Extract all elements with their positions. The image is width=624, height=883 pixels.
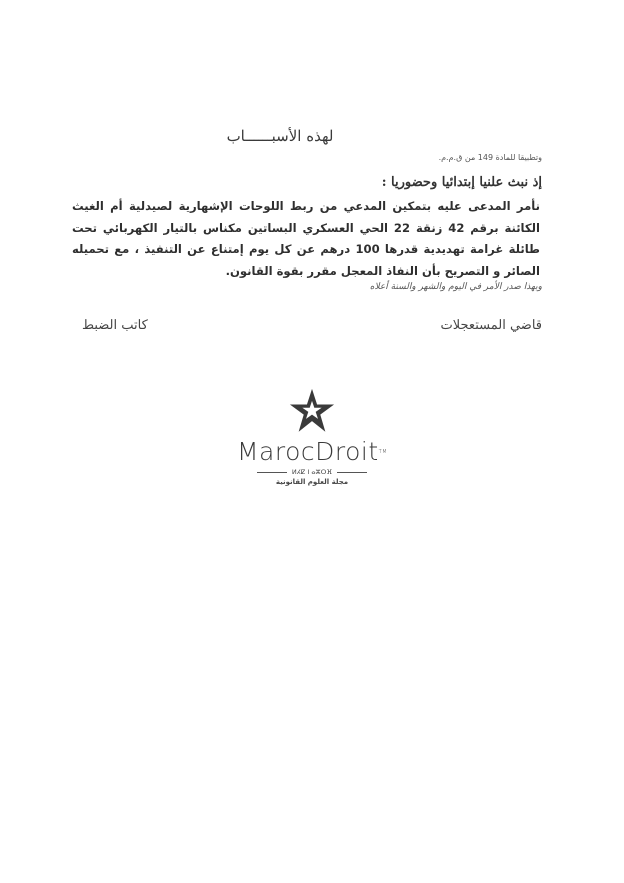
logo-tifinagh-line — [232, 468, 392, 476]
judge-signature-label: قاضي المستعجلات — [440, 318, 542, 333]
closing-formula: وبهذا صدر الأمر في اليوم والشهر والسنة أعلاه — [369, 282, 542, 292]
logo-rule-left — [257, 472, 287, 473]
judgment-heading: لهذه الأسبــــــاب — [226, 127, 334, 145]
ruling-preamble: إذ نبث علنيا إبتدائيا وحضوريا : — [381, 175, 542, 190]
clerk-signature-label: كاتب الضبط — [82, 318, 148, 333]
logo-rule-right — [337, 472, 367, 473]
marocdroit-logo — [232, 386, 392, 486]
logo-tagline: مجلة العلوم القانونية — [275, 478, 349, 486]
logo-wordmark: MarocDroit™ — [236, 437, 388, 466]
ruling-body: نأمر المدعى عليه بتمكين المدعي من ربط اللوحات الإشهارية لصيدلية أم الغيث الكائنة برقم 42 زنقة 22 الحي العسكري البساتين مكناس بالتيار الكهربائي تحت طائلة غرامة تهديدية قدرها 100 درهم عن كل يوم إمتناع عن التنفيذ ، مع تحميله الصائر و التصريح بأن النفاذ المعجل مقرر بقوة القانون. — [72, 199, 540, 278]
star-icon — [289, 386, 335, 436]
legal-basis: وتطبيقا للمادة 149 من ق.م.م. — [438, 153, 542, 162]
logo-tifinagh-text: ⵍⵃⵇ ⵏ ⴰⵣⵔⴼ — [291, 468, 333, 476]
